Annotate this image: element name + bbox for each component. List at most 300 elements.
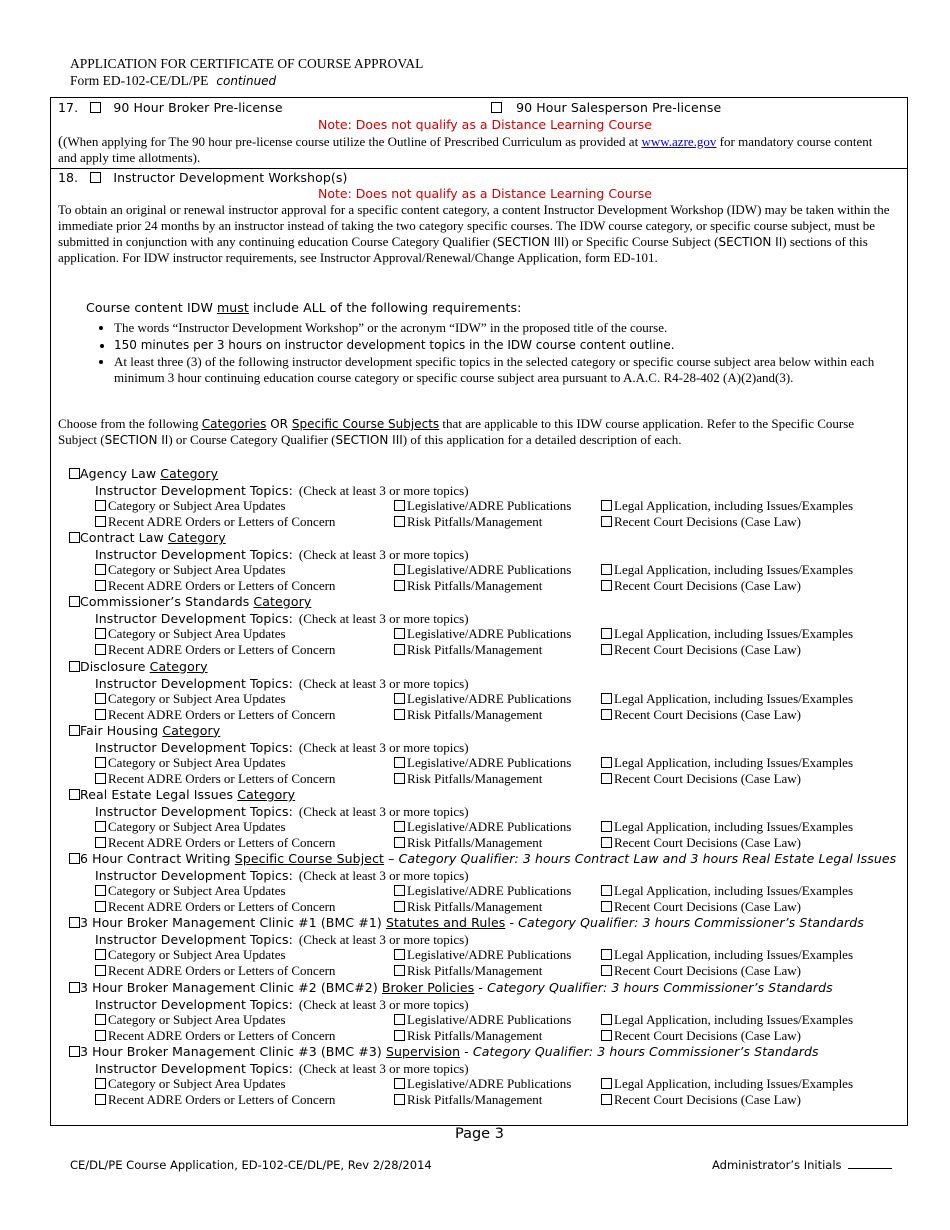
topic-label: Recent Court Decisions (Case Law): [614, 1091, 802, 1107]
category-type: Broker Policies: [381, 979, 475, 995]
topic-option[interactable]: [394, 1092, 542, 1108]
topic-checkbox[interactable]: [601, 885, 612, 896]
topics-label: Instructor Development Topics:: [95, 868, 293, 884]
topic-option[interactable]: [95, 819, 286, 835]
category-block: [69, 723, 889, 787]
topic-label: Category or Subject Area Updates: [108, 883, 286, 899]
topic-checkbox[interactable]: [601, 500, 612, 511]
topic-label: Category or Subject Area Updates: [108, 1011, 286, 1027]
topics-label: Instructor Development Topics:: [95, 996, 293, 1012]
section-divider: [51, 168, 907, 169]
topic-checkbox[interactable]: [394, 949, 405, 960]
topic-checkbox[interactable]: [95, 1094, 106, 1105]
topics-label: Instructor Development Topics:: [95, 611, 293, 627]
item-18-row: [58, 170, 347, 185]
topic-label: Category or Subject Area Updates: [108, 562, 286, 578]
topic-checkbox[interactable]: [95, 949, 106, 960]
category-title: [69, 659, 208, 674]
choose-section-2: SECTION II: [104, 433, 169, 447]
topic-checkbox[interactable]: [95, 564, 106, 575]
topic-label: Category or Subject Area Updates: [108, 690, 286, 706]
category-title: [69, 594, 311, 609]
topics-hint: (Check at least 3 or more topics): [298, 804, 469, 819]
choose-a: Choose from the following: [58, 416, 202, 431]
topics-label: Instructor Development Topics:: [95, 547, 293, 563]
topic-label: Legislative/ADRE Publications: [407, 819, 572, 834]
topic-option[interactable]: [394, 883, 571, 899]
form-header: [70, 55, 423, 90]
topic-checkbox[interactable]: [394, 628, 405, 639]
topic-option[interactable]: [394, 771, 542, 787]
topic-option[interactable]: [394, 947, 571, 963]
topic-option[interactable]: [601, 562, 853, 578]
topics-label: Instructor Development Topics:: [95, 483, 293, 498]
topic-label: Legal Application, including Issues/Examples: [614, 498, 854, 513]
topic-checkbox[interactable]: [95, 1014, 106, 1025]
topic-option[interactable]: [601, 642, 801, 658]
topic-label: Risk Pitfalls/Management: [407, 706, 543, 722]
topic-checkbox[interactable]: [601, 757, 612, 768]
topic-label: Legal Application, including Issues/Examples: [614, 819, 854, 834]
topic-label: Risk Pitfalls/Management: [407, 770, 543, 786]
topic-option[interactable]: [601, 755, 853, 771]
topic-checkbox[interactable]: [394, 693, 405, 704]
topics-label: Instructor Development Topics:: [95, 1060, 293, 1076]
topic-checkbox[interactable]: [394, 516, 405, 527]
topic-label: Legal Application, including Issues/Examples: [614, 1075, 854, 1091]
topics-hint: (Check at least 3 or more topics): [298, 483, 469, 498]
topic-checkbox[interactable]: [95, 885, 106, 896]
category-block: [69, 787, 889, 851]
category-checkbox[interactable]: [69, 532, 80, 543]
idw-para-c: ) sections of this application. For IDW instructor requirements, see Instructor Approval/Renewal/Change Application, form ED-101.: [58, 234, 868, 265]
topics-label: Instructor Development Topics:: [95, 804, 293, 819]
category-checkbox[interactable]: [69, 1046, 80, 1057]
topic-label: Recent ADRE Orders or Letters of Concern: [108, 578, 336, 594]
item-17-note: Note: Does not qualify as a Distance Learning Course: [318, 117, 652, 132]
topic-checkbox[interactable]: [601, 837, 612, 848]
topic-option[interactable]: [95, 498, 286, 514]
topic-checkbox[interactable]: [95, 821, 106, 832]
topic-checkbox[interactable]: [601, 1078, 612, 1089]
category-title: [69, 915, 864, 930]
topic-checkbox[interactable]: [394, 709, 405, 720]
topic-label: Recent ADRE Orders or Letters of Concern: [108, 963, 336, 979]
topic-checkbox[interactable]: [95, 773, 106, 784]
administrator-initials: [712, 1158, 892, 1172]
checkbox-90-hour-salesperson[interactable]: [491, 102, 502, 113]
topic-option[interactable]: [95, 883, 286, 899]
category-title: [69, 851, 896, 866]
topics-hint: (Check at least 3 or more topics): [298, 932, 469, 948]
topic-option[interactable]: [95, 1092, 335, 1108]
topic-label: Recent Court Decisions (Case Law): [614, 835, 802, 850]
choose-categories: Categories: [201, 417, 267, 431]
topic-label: Risk Pitfalls/Management: [407, 514, 543, 529]
req-must: must: [217, 300, 249, 315]
category-name: 3 Hour Broker Management Clinic #3 (BMC #3): [80, 1043, 386, 1059]
category-block: [69, 851, 897, 915]
topic-label: Recent Court Decisions (Case Law): [614, 963, 802, 979]
topic-option[interactable]: [601, 819, 853, 835]
topic-option[interactable]: [95, 835, 335, 851]
topic-checkbox[interactable]: [394, 644, 405, 655]
topic-checkbox[interactable]: [601, 516, 612, 527]
topic-option[interactable]: [95, 514, 335, 530]
topic-option[interactable]: [95, 626, 286, 642]
continued-label: continued: [216, 74, 277, 88]
topic-checkbox[interactable]: [394, 901, 405, 912]
topic-option[interactable]: [394, 1012, 571, 1028]
topic-label: Category or Subject Area Updates: [108, 1075, 286, 1091]
topic-label: Legal Application, including Issues/Examples: [614, 754, 854, 770]
topic-option[interactable]: [95, 707, 335, 723]
topic-checkbox[interactable]: [601, 564, 612, 575]
topic-option[interactable]: [394, 755, 571, 771]
choose-section-3: SECTION III: [335, 433, 403, 447]
topic-checkbox[interactable]: [601, 693, 612, 704]
topic-option[interactable]: [394, 642, 542, 658]
requirements-list: [86, 320, 914, 387]
req-intro-b: include: [248, 300, 304, 315]
topics-hint: (Check at least 3 or more topics): [298, 996, 469, 1012]
topic-option[interactable]: [95, 755, 286, 771]
topic-option[interactable]: [601, 1092, 801, 1108]
category-title: [69, 787, 295, 802]
topics-hint: (Check at least 3 or more topics): [298, 1060, 469, 1076]
topic-option[interactable]: [601, 771, 801, 787]
topic-label: Recent Court Decisions (Case Law): [614, 514, 802, 529]
req-intro-c: of the following requirements:: [325, 300, 522, 315]
category-title: [69, 980, 833, 995]
topic-checkbox[interactable]: [601, 628, 612, 639]
category-checkbox[interactable]: [69, 596, 80, 607]
category-qualifier: Category Qualifier: 3 hours Commissioner’s Standards: [518, 915, 864, 931]
topic-checkbox[interactable]: [601, 965, 612, 976]
category-block: [69, 530, 889, 594]
topic-label: Risk Pitfalls/Management: [407, 1027, 543, 1043]
category-name: Agency Law: [80, 466, 161, 481]
item-17-number: 17.: [58, 100, 79, 115]
category-name: Commissioner’s Standards: [80, 594, 254, 610]
category-block: [69, 980, 889, 1044]
topic-label: Recent Court Decisions (Case Law): [614, 706, 802, 722]
requirements-intro: [86, 300, 521, 315]
topic-checkbox[interactable]: [601, 580, 612, 591]
topic-checkbox[interactable]: [601, 709, 612, 720]
category-checkbox[interactable]: [69, 789, 80, 800]
topic-option[interactable]: [601, 963, 801, 979]
topic-option[interactable]: [394, 963, 542, 979]
topic-option[interactable]: [394, 562, 571, 578]
category-checkbox[interactable]: [69, 661, 80, 672]
topic-option[interactable]: [95, 642, 335, 658]
topic-checkbox[interactable]: [394, 1030, 405, 1041]
category-type: Statutes and Rules: [385, 915, 506, 931]
initials-blank[interactable]: [848, 1168, 892, 1169]
topic-option[interactable]: [394, 819, 571, 835]
checkbox-idw[interactable]: [90, 172, 101, 183]
topic-checkbox[interactable]: [95, 1030, 106, 1041]
topic-label: Recent Court Decisions (Case Law): [614, 1027, 802, 1043]
item-17-salesperson: [491, 100, 721, 115]
category-type: Category: [162, 722, 221, 738]
topic-option[interactable]: [601, 899, 801, 915]
topic-option[interactable]: [394, 691, 571, 707]
category-type: Category: [149, 658, 208, 674]
topic-label: Recent Court Decisions (Case Law): [614, 578, 802, 594]
topic-checkbox[interactable]: [394, 1014, 405, 1025]
topic-option[interactable]: [601, 1012, 853, 1028]
choose-b: that are applicable to this IDW course application. Refer to the Specific Course Subject (: [58, 416, 855, 447]
topic-option[interactable]: [95, 1076, 286, 1092]
form-title: APPLICATION FOR CERTIFICATE OF COURSE APPROVAL: [70, 56, 424, 71]
topic-label: Risk Pitfalls/Management: [407, 899, 543, 915]
topic-option[interactable]: [95, 578, 335, 594]
topic-label: Recent ADRE Orders or Letters of Concern: [108, 770, 336, 786]
topic-checkbox[interactable]: [601, 901, 612, 912]
topic-checkbox[interactable]: [95, 516, 106, 527]
topic-option[interactable]: [95, 947, 286, 963]
topic-option[interactable]: [601, 835, 801, 851]
category-name: 3 Hour Broker Management Clinic #1 (BMC #1): [80, 915, 386, 931]
topic-label: Recent ADRE Orders or Letters of Concern: [108, 706, 336, 722]
topic-checkbox[interactable]: [95, 901, 106, 912]
category-separator: -: [474, 979, 488, 995]
topic-checkbox[interactable]: [95, 709, 106, 720]
topics-label: Instructor Development Topics:: [95, 739, 293, 755]
topic-option[interactable]: [394, 1028, 542, 1044]
topic-label: Recent Court Decisions (Case Law): [614, 770, 802, 786]
topic-option[interactable]: [95, 562, 286, 578]
topic-option[interactable]: [601, 498, 853, 514]
topic-label: Legal Application, including Issues/Examples: [614, 1011, 854, 1027]
topic-option[interactable]: [601, 883, 853, 899]
topic-label: Legislative/ADRE Publications: [407, 754, 572, 770]
topic-checkbox[interactable]: [95, 1078, 106, 1089]
topic-checkbox[interactable]: [95, 580, 106, 591]
topic-label: Legislative/ADRE Publications: [407, 562, 572, 578]
form-frame: [50, 97, 908, 1126]
choose-paragraph: [58, 416, 888, 448]
category-qualifier: Category Qualifier: 3 hours Commissioner’s Standards: [487, 979, 833, 995]
topic-option[interactable]: [394, 498, 571, 514]
topic-label: Category or Subject Area Updates: [108, 947, 286, 963]
footer-form-id: CE/DL/PE Course Application, ED-102-CE/DL/PE, Rev 2/28/2014: [70, 1158, 432, 1172]
topic-checkbox[interactable]: [394, 757, 405, 768]
topic-label: Legal Application, including Issues/Examples: [614, 947, 854, 963]
category-type: Category: [237, 787, 296, 802]
topic-checkbox[interactable]: [394, 564, 405, 575]
topics-hint: (Check at least 3 or more topics): [298, 739, 469, 755]
topic-checkbox[interactable]: [601, 949, 612, 960]
requirement-text: 150 minutes per 3 hours on instructor development topics in the IDW course content outline.: [114, 338, 675, 352]
idw-section-2: SECTION II: [718, 235, 783, 249]
checkbox-90-hour-broker[interactable]: [90, 102, 101, 113]
topic-checkbox[interactable]: [601, 1014, 612, 1025]
topic-checkbox[interactable]: [95, 644, 106, 655]
category-qualifier: Category Qualifier: 3 hours Commissioner’s Standards: [472, 1043, 819, 1059]
topic-label: Legislative/ADRE Publications: [407, 947, 572, 963]
category-qualifier: Category Qualifier: 3 hours Contract Law and 3 hours Real Estate Legal Issues: [398, 851, 897, 867]
idw-section-3: SECTION III: [497, 235, 565, 249]
topic-option[interactable]: [601, 514, 801, 530]
category-name: 3 Hour Broker Management Clinic #2 (BMC#2): [80, 979, 382, 995]
topic-label: Risk Pitfalls/Management: [407, 1091, 543, 1107]
idw-para-a: To obtain an original or renewal instructor approval for a specific content category, a content Instructor Development Workshop (IDW) may be taken within the immediate prior 24 months by an instructor instead of taking the two category specific courses. The IDW course category, or specific course subject, must be submitted in conjunction with any continuing education Course Category Qualifier (: [58, 202, 890, 249]
category-name: Fair Housing: [80, 722, 163, 738]
topic-label: Legal Application, including Issues/Examples: [614, 883, 854, 899]
item-17-text-after: for mandatory course content and apply time allotments).: [58, 134, 873, 165]
topic-checkbox[interactable]: [394, 580, 405, 591]
topic-checkbox[interactable]: [394, 1078, 405, 1089]
topic-label: Legal Application, including Issues/Examples: [614, 626, 854, 642]
topic-label: Recent ADRE Orders or Letters of Concern: [108, 642, 336, 658]
topic-label: Recent ADRE Orders or Letters of Concern: [108, 899, 336, 915]
topic-label: Risk Pitfalls/Management: [407, 578, 543, 594]
requirement-item: • At least three (3) of the following instructor development specific topics in the selected category or specific course subject area below within each minimum 3 hour continuing education course category or specific course subject area pursuant to A.A.C. R4-28-402 (A)(2)and(3).: [114, 354, 914, 386]
topic-option[interactable]: [601, 1076, 853, 1092]
topic-checkbox[interactable]: [394, 1094, 405, 1105]
category-type: Category: [167, 530, 226, 546]
page-number: Page 3: [455, 1126, 504, 1142]
category-checkbox[interactable]: [69, 917, 80, 928]
topic-option[interactable]: [601, 1028, 801, 1044]
topic-option[interactable]: [394, 835, 542, 851]
topic-checkbox[interactable]: [394, 885, 405, 896]
topic-label: Recent ADRE Orders or Letters of Concern: [108, 835, 336, 850]
item-17-salesperson-label: 90 Hour Salesperson Pre-license: [516, 100, 722, 115]
category-type: Specific Course Subject: [234, 851, 385, 867]
topic-label: Recent ADRE Orders or Letters of Concern: [108, 1027, 336, 1043]
choose-subjects: Specific Course Subjects: [291, 417, 440, 431]
topic-label: Legal Application, including Issues/Examples: [614, 690, 854, 706]
category-title: [69, 1044, 819, 1059]
item-17-text-before: (When applying for The 90 hour pre-license course utilize the Outline of Prescribed Curriculum as provided at: [63, 134, 642, 149]
category-type: Category: [160, 466, 219, 481]
requirement-item: [114, 337, 914, 353]
topic-option[interactable]: [95, 771, 335, 787]
item-18-label: Instructor Development Workshop(s): [113, 170, 348, 185]
topic-label: Recent Court Decisions (Case Law): [614, 899, 802, 915]
topic-checkbox[interactable]: [95, 500, 106, 511]
topic-checkbox[interactable]: [601, 773, 612, 784]
topics-label: Instructor Development Topics:: [95, 675, 293, 691]
azre-link[interactable]: www.azre.gov: [641, 134, 717, 149]
category-name: 6 Hour Contract Writing: [80, 851, 235, 867]
topic-checkbox[interactable]: [394, 837, 405, 848]
topic-option[interactable]: [95, 963, 335, 979]
topic-checkbox[interactable]: [394, 821, 405, 832]
topic-checkbox[interactable]: [95, 837, 106, 848]
topic-label: Risk Pitfalls/Management: [407, 963, 543, 979]
category-block: [69, 466, 889, 530]
topic-label: Legislative/ADRE Publications: [407, 626, 572, 642]
topic-checkbox[interactable]: [601, 1030, 612, 1041]
category-title: [69, 723, 220, 738]
topic-checkbox[interactable]: [394, 773, 405, 784]
category-separator: -: [505, 915, 519, 931]
idw-paragraph: [58, 202, 898, 266]
topic-checkbox[interactable]: [601, 644, 612, 655]
item-18-note: Note: Does not qualify as a Distance Learning Course: [318, 186, 652, 201]
requirement-item: • The words “Instructor Development Workshop” or the acronym “IDW” in the proposed title of the course.: [114, 320, 914, 336]
topic-option[interactable]: [394, 1076, 571, 1092]
topic-label: Legislative/ADRE Publications: [407, 690, 572, 706]
topic-label: Risk Pitfalls/Management: [407, 642, 543, 658]
topic-option[interactable]: [601, 626, 853, 642]
category-type: Category: [253, 594, 312, 610]
topic-label: Legislative/ADRE Publications: [407, 498, 572, 513]
topic-checkbox[interactable]: [601, 1094, 612, 1105]
category-block: [69, 659, 889, 723]
topic-option[interactable]: [95, 899, 335, 915]
category-checkbox[interactable]: [69, 853, 80, 864]
choose-d: ) of this application for a detailed description of each.: [402, 432, 682, 447]
category-type: Supervision: [385, 1043, 461, 1059]
topic-checkbox[interactable]: [601, 821, 612, 832]
category-block: [69, 594, 889, 658]
topic-option[interactable]: [394, 707, 542, 723]
topic-label: Legislative/ADRE Publications: [407, 883, 572, 899]
topic-option[interactable]: [394, 578, 542, 594]
topic-label: Category or Subject Area Updates: [108, 626, 286, 642]
category-checkbox[interactable]: [69, 468, 80, 479]
category-name: Disclosure: [80, 658, 150, 674]
topic-option[interactable]: [95, 1028, 335, 1044]
category-name: Real Estate Legal Issues: [80, 787, 238, 802]
item-17-row: [58, 100, 283, 115]
topic-label: Legal Application, including Issues/Examples: [614, 562, 854, 578]
topic-option[interactable]: [394, 626, 571, 642]
category-separator: –: [384, 851, 399, 867]
form-number: Form ED-102-CE/DL/PE: [70, 73, 209, 88]
category-checkbox[interactable]: [69, 725, 80, 736]
topic-option[interactable]: [95, 1012, 286, 1028]
topic-option[interactable]: [95, 691, 286, 707]
category-checkbox[interactable]: [69, 982, 80, 993]
topics-hint: (Check at least 3 or more topics): [298, 547, 469, 563]
topic-option[interactable]: [601, 707, 801, 723]
topics-hint: (Check at least 3 or more topics): [298, 611, 469, 627]
category-block: [69, 1044, 889, 1108]
topic-label: Category or Subject Area Updates: [108, 819, 286, 834]
topic-checkbox[interactable]: [95, 693, 106, 704]
topic-option[interactable]: [394, 514, 542, 530]
topic-option[interactable]: [394, 899, 542, 915]
topic-label: Category or Subject Area Updates: [108, 754, 286, 770]
idw-para-b: ) or Specific Course Subject (: [564, 234, 719, 249]
topic-checkbox[interactable]: [95, 628, 106, 639]
topic-checkbox[interactable]: [394, 500, 405, 511]
topic-checkbox[interactable]: [95, 965, 106, 976]
topic-option[interactable]: [601, 578, 801, 594]
topic-option[interactable]: [601, 947, 853, 963]
topic-checkbox[interactable]: [95, 757, 106, 768]
topic-label: Recent ADRE Orders or Letters of Concern: [108, 514, 336, 529]
topic-checkbox[interactable]: [394, 965, 405, 976]
item-17-broker-label: 90 Hour Broker Pre-license: [113, 100, 283, 115]
topics-hint: (Check at least 3 or more topics): [298, 868, 469, 884]
req-intro-a: Course content IDW: [86, 300, 217, 315]
category-name: Contract Law: [80, 530, 168, 546]
topics-hint: (Check at least 3 or more topics): [298, 675, 469, 691]
topic-option[interactable]: [601, 691, 853, 707]
item-18-number: 18.: [58, 170, 79, 185]
category-separator: -: [460, 1043, 473, 1059]
choose-or: OR: [266, 417, 292, 431]
topic-label: Legislative/ADRE Publications: [407, 1075, 572, 1091]
